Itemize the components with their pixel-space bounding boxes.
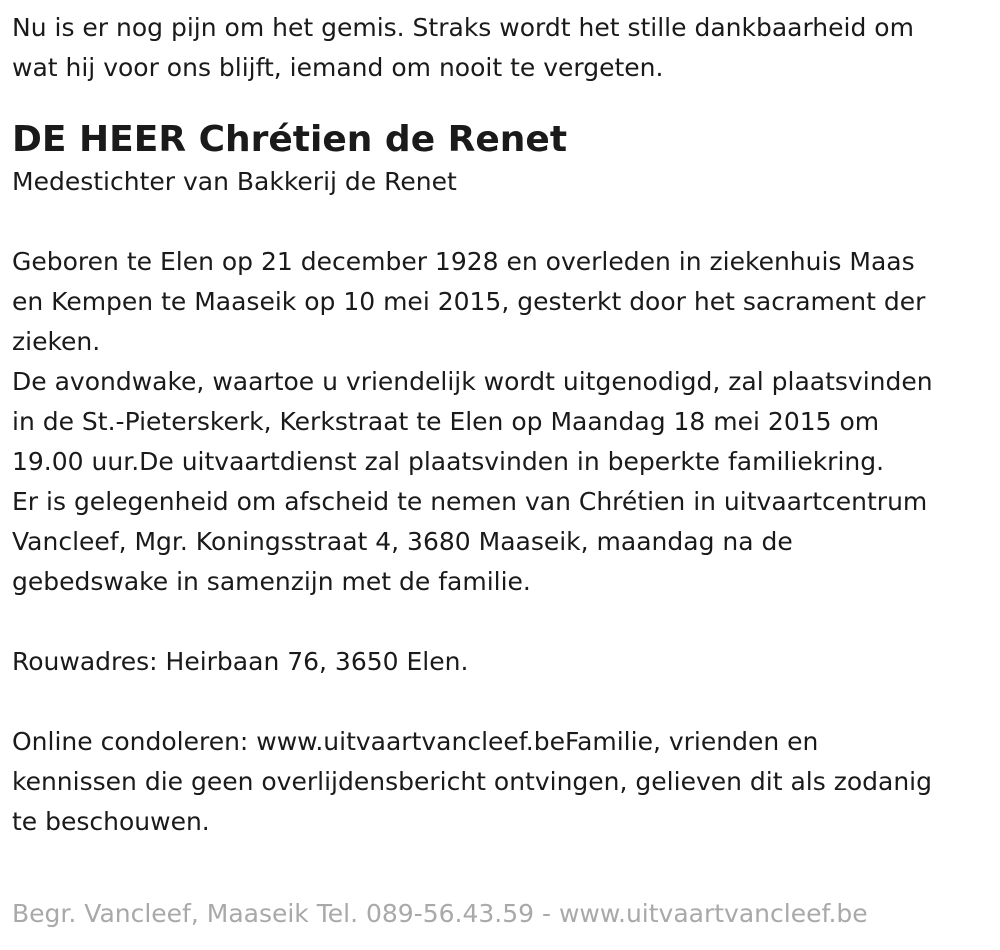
body-line: Geboren te Elen op 21 december 1928 en overleden in ziekenhuis Maas <box>12 247 915 276</box>
memorial-quote <box>12 8 990 88</box>
spacer <box>12 602 990 642</box>
spacer <box>12 682 990 722</box>
deceased-name: DE HEER Chrétien de Renet <box>12 119 568 160</box>
body-line: in de St.-Pieterskerk, Kerkstraat te Elen op Maandag 18 mei 2015 om <box>12 407 880 436</box>
quote-line: wat hij voor ons blijft, iemand om nooit te vergeten. <box>12 53 664 82</box>
condolence-section <box>12 722 990 842</box>
body-line: 19.00 uur.De uitvaartdienst zal plaatsvinden in beperkte familiekring. <box>12 447 885 476</box>
funeral-home-footer: Begr. Vancleef, Maaseik Tel. 089-56.43.59 - www.uitvaartvancleef.be <box>12 899 868 928</box>
condolence-line: kennissen die geen overlijdensbericht ontvingen, gelieven dit als zodanig <box>12 767 932 796</box>
body-line: en Kempen te Maaseik op 10 mei 2015, gesterkt door het sacrament der <box>12 287 926 316</box>
body-line: Er is gelegenheid om afscheid te nemen van Chrétien in uitvaartcentrum <box>12 487 928 516</box>
body-line: De avondwake, waartoe u vriendelijk wordt uitgenodigd, zal plaatsvinden <box>12 367 933 396</box>
condolence-line: te beschouwen. <box>12 807 210 836</box>
quote-line: Nu is er nog pijn om het gemis. Straks wordt het stille dankbaarheid om <box>12 13 914 42</box>
mourning-address: Rouwadres: Heirbaan 76, 3650 Elen. <box>12 647 469 676</box>
body-line: gebedswake in samenzijn met de familie. <box>12 567 531 596</box>
notice-body <box>12 242 990 602</box>
body-line: zieken. <box>12 327 101 356</box>
body-line: Vancleef, Mgr. Koningsstraat 4, 3680 Maaseik, maandag na de <box>12 527 793 556</box>
deceased-subtitle: Medestichter van Bakkerij de Renet <box>12 167 457 196</box>
condolence-line: Online condoleren: www.uitvaartvancleef.beFamilie, vrienden en <box>12 727 819 756</box>
